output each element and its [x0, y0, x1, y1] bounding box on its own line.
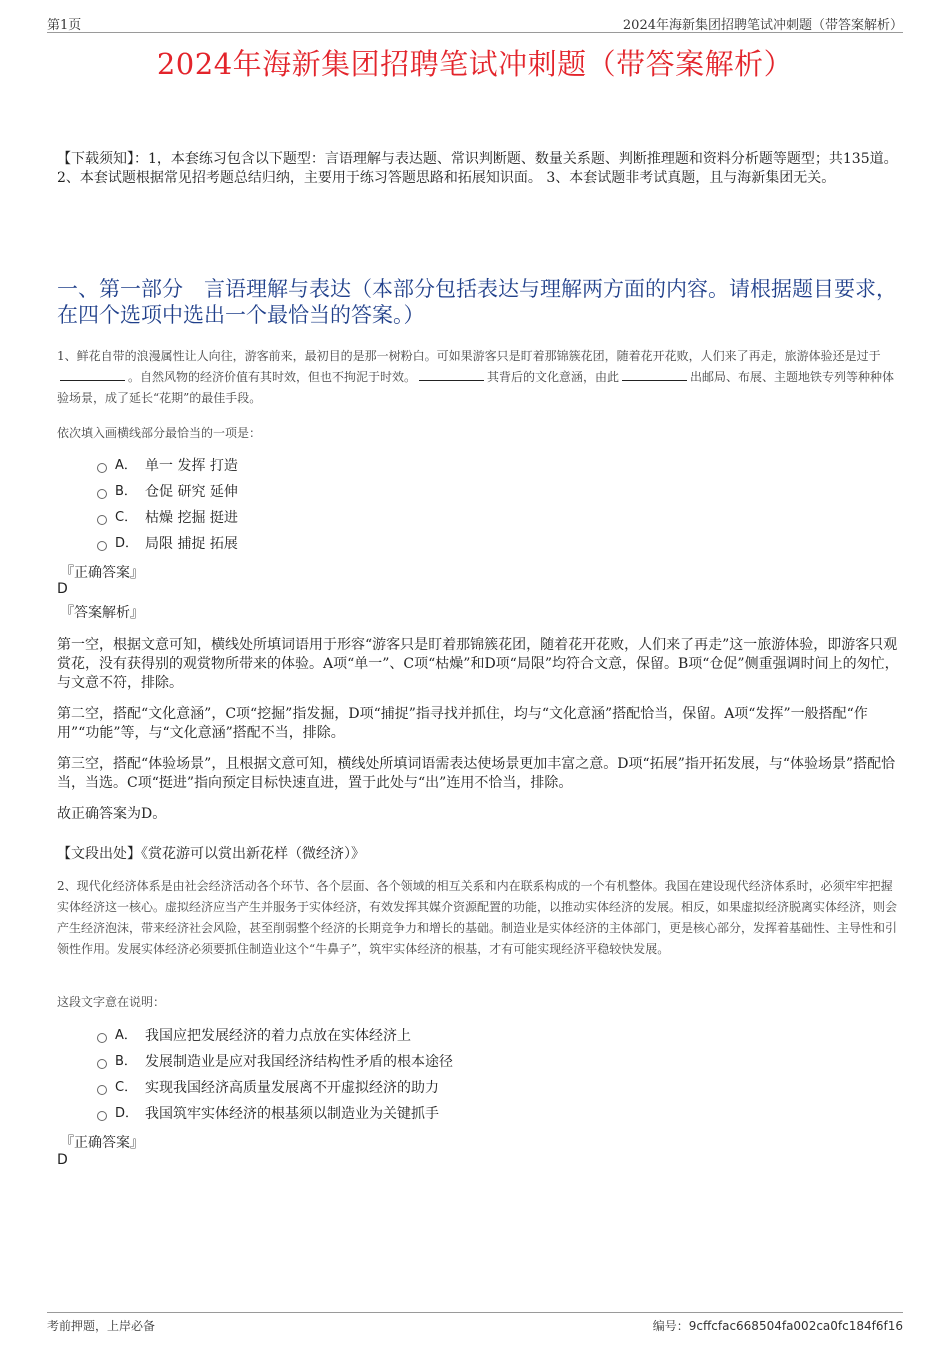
- option-text: 实现我国经济高质量发展离不开虚拟经济的助力: [145, 1080, 439, 1096]
- page-title: 2024年海新集团招聘笔试冲刺题（带答案解析）: [156, 47, 794, 81]
- option-letter: C．: [115, 1080, 138, 1095]
- option-text: 我国筑牢实体经济的根基须以制造业为关键抓手: [145, 1106, 439, 1122]
- option-d[interactable]: [97, 1101, 453, 1127]
- question-1-answer-label: 『正确答案』: [60, 565, 144, 581]
- question-2-answer: D: [57, 1152, 68, 1168]
- radio-icon[interactable]: [97, 515, 107, 525]
- fill-blank-1: [60, 368, 125, 381]
- option-letter: A．: [115, 1028, 137, 1043]
- radio-icon[interactable]: [97, 1111, 107, 1121]
- question-1-options: [97, 453, 238, 557]
- question-2-answer-label: 『正确答案』: [60, 1135, 144, 1151]
- footer-slogan: 考前押题，上岸必备: [47, 1319, 156, 1333]
- analysis-paragraph: 第二空，搭配“文化意涵”，C项“挖掘”指发掘，D项“捕捉”指寻找并抓住，均与“文化意涵”搭配恰当，保留。A项“发挥”一般搭配“作用”“功能”等，与“文化意涵”搭配不当，排除。: [57, 706, 868, 741]
- option-b[interactable]: [97, 479, 238, 505]
- radio-icon[interactable]: [97, 489, 107, 499]
- option-a[interactable]: [97, 1023, 453, 1049]
- footer-document-id: 编号：9cffcfac668504fa002ca0fc184f6f16: [652, 1319, 903, 1333]
- option-letter: A．: [115, 458, 137, 473]
- option-text: 我国应把发展经济的着力点放在实体经济上: [145, 1028, 411, 1044]
- option-c[interactable]: [97, 505, 238, 531]
- question-1-part-3: 其背后的文化意涵，由此: [487, 370, 620, 384]
- radio-icon[interactable]: [97, 463, 107, 473]
- radio-icon[interactable]: [97, 1059, 107, 1069]
- analysis-paragraph: 第三空，搭配“体验场景”，且根据文意可知，横线处所填词语需表达使场景更加丰富之意。D项“拓展”指开拓发展，与“体验场景”搭配恰当，当选。C项“挺进”指向预定目标快速直进，置于此处与“出”连用不恰当，排除。: [57, 756, 896, 791]
- page-header: [47, 14, 903, 33]
- question-1-answer: D: [57, 581, 68, 597]
- option-text: 局限 捕捉 拓展: [145, 536, 238, 552]
- radio-icon[interactable]: [97, 541, 107, 551]
- option-b[interactable]: [97, 1049, 453, 1075]
- radio-icon[interactable]: [97, 1033, 107, 1043]
- option-letter: B．: [115, 484, 137, 499]
- question-1-part-4: 出邮局、布展、主题地铁专列等种种体验场景，成了延长“花期”的最佳手段。: [57, 370, 895, 405]
- option-letter: D．: [115, 536, 139, 551]
- question-2-options: [97, 1023, 453, 1127]
- option-d[interactable]: [97, 531, 238, 557]
- radio-icon[interactable]: [97, 1085, 107, 1095]
- option-letter: D．: [115, 1106, 139, 1121]
- question-1-part-1: 1、鲜花自带的浪漫属性让人向往，游客前来，最初目的是那一树粉白。可如果游客只是盯着那锦簇花团，随着花开花败，人们来了再走，旅游体验还是过于: [57, 349, 881, 363]
- question-1-analysis: [57, 636, 900, 836]
- option-letter: C．: [115, 510, 138, 525]
- download-notice: 【下载须知】：1，本套练习包含以下题型：言语理解与表达题、常识判断题、数量关系题、判断推理题和资料分析题等题型；共135道。 2、本套试题根据常见招考题总结归纳，主要用于练习答题思路和拓展知识面。 3、本套试题非考试真题，且与海新集团无关。: [57, 151, 898, 186]
- option-a[interactable]: [97, 453, 238, 479]
- option-letter: B．: [115, 1054, 137, 1069]
- page-number: 第1页: [47, 18, 82, 33]
- question-1-part-2: 。自然风物的经济价值有其时效，但也不拘泥于时效。: [128, 370, 417, 384]
- option-text: 枯燥 挖掘 挺进: [145, 510, 238, 526]
- page-footer: [47, 1312, 903, 1333]
- fill-blank-3: [622, 368, 687, 381]
- option-text: 仓促 研究 延伸: [145, 484, 238, 500]
- question-1-prompt: 依次填入画横线部分最恰当的一项是：: [57, 426, 262, 440]
- fill-blank-2: [419, 368, 484, 381]
- section-title: 一、第一部分 言语理解与表达（本部分包括表达与理解两方面的内容。请根据题目要求，在四个选项中选出一个最恰当的答案。）: [57, 277, 897, 327]
- question-2-text: 2、现代化经济体系是由社会经济活动各个环节、各个层面、各个领域的相互关系和内在联系构成的一个有机整体。我国在建设现代经济体系时，必须牢牢把握实体经济这一核心。虚拟经济应当产生并服务于实体经济，有效发挥其媒介资源配置的功能，以推动实体经济的发展。相反，如果虚拟经济脱离实体经济，则会产生经济泡沫，带来经济社会风险，甚至削弱整个经济的长期竞争力和增长的基础。制造业是实体经济的主体部门，更是核心部分，发挥着基础性、主导性和引领性作用。发展实体经济必须要抓住制造业这个“牛鼻子”，筑牢实体经济的根基，才有可能实现经济平稳较快发展。: [57, 879, 898, 956]
- header-doc-title: 2024年海新集团招聘笔试冲刺题（带答案解析）: [622, 18, 903, 33]
- question-2-prompt: 这段文字意在说明：: [57, 995, 166, 1009]
- option-text: 发展制造业是应对我国经济结构性矛盾的根本途径: [145, 1054, 453, 1070]
- question-1-text: [57, 346, 900, 409]
- analysis-paragraph: 第一空，根据文意可知，横线处所填词语用于形容“游客只是盯着那锦簇花团，随着花开花败，人们来了再走”这一旅游体验，即游客只观赏花，没有获得别的观赏物所带来的体验。A项“单一”、C项“枯燥”和D项“局限”均符合文意，保留。B项“仓促”侧重强调时间上的匆忙，与文意不符，排除。: [57, 637, 899, 691]
- question-1-analysis-label: 『答案解析』: [60, 605, 144, 621]
- option-c[interactable]: [97, 1075, 453, 1101]
- analysis-paragraph: 故正确答案为D。: [57, 806, 167, 822]
- question-1-source: 【文段出处】《赏花游可以赏出新花样（微经济）》: [57, 846, 365, 862]
- option-text: 单一 发挥 打造: [145, 458, 238, 474]
